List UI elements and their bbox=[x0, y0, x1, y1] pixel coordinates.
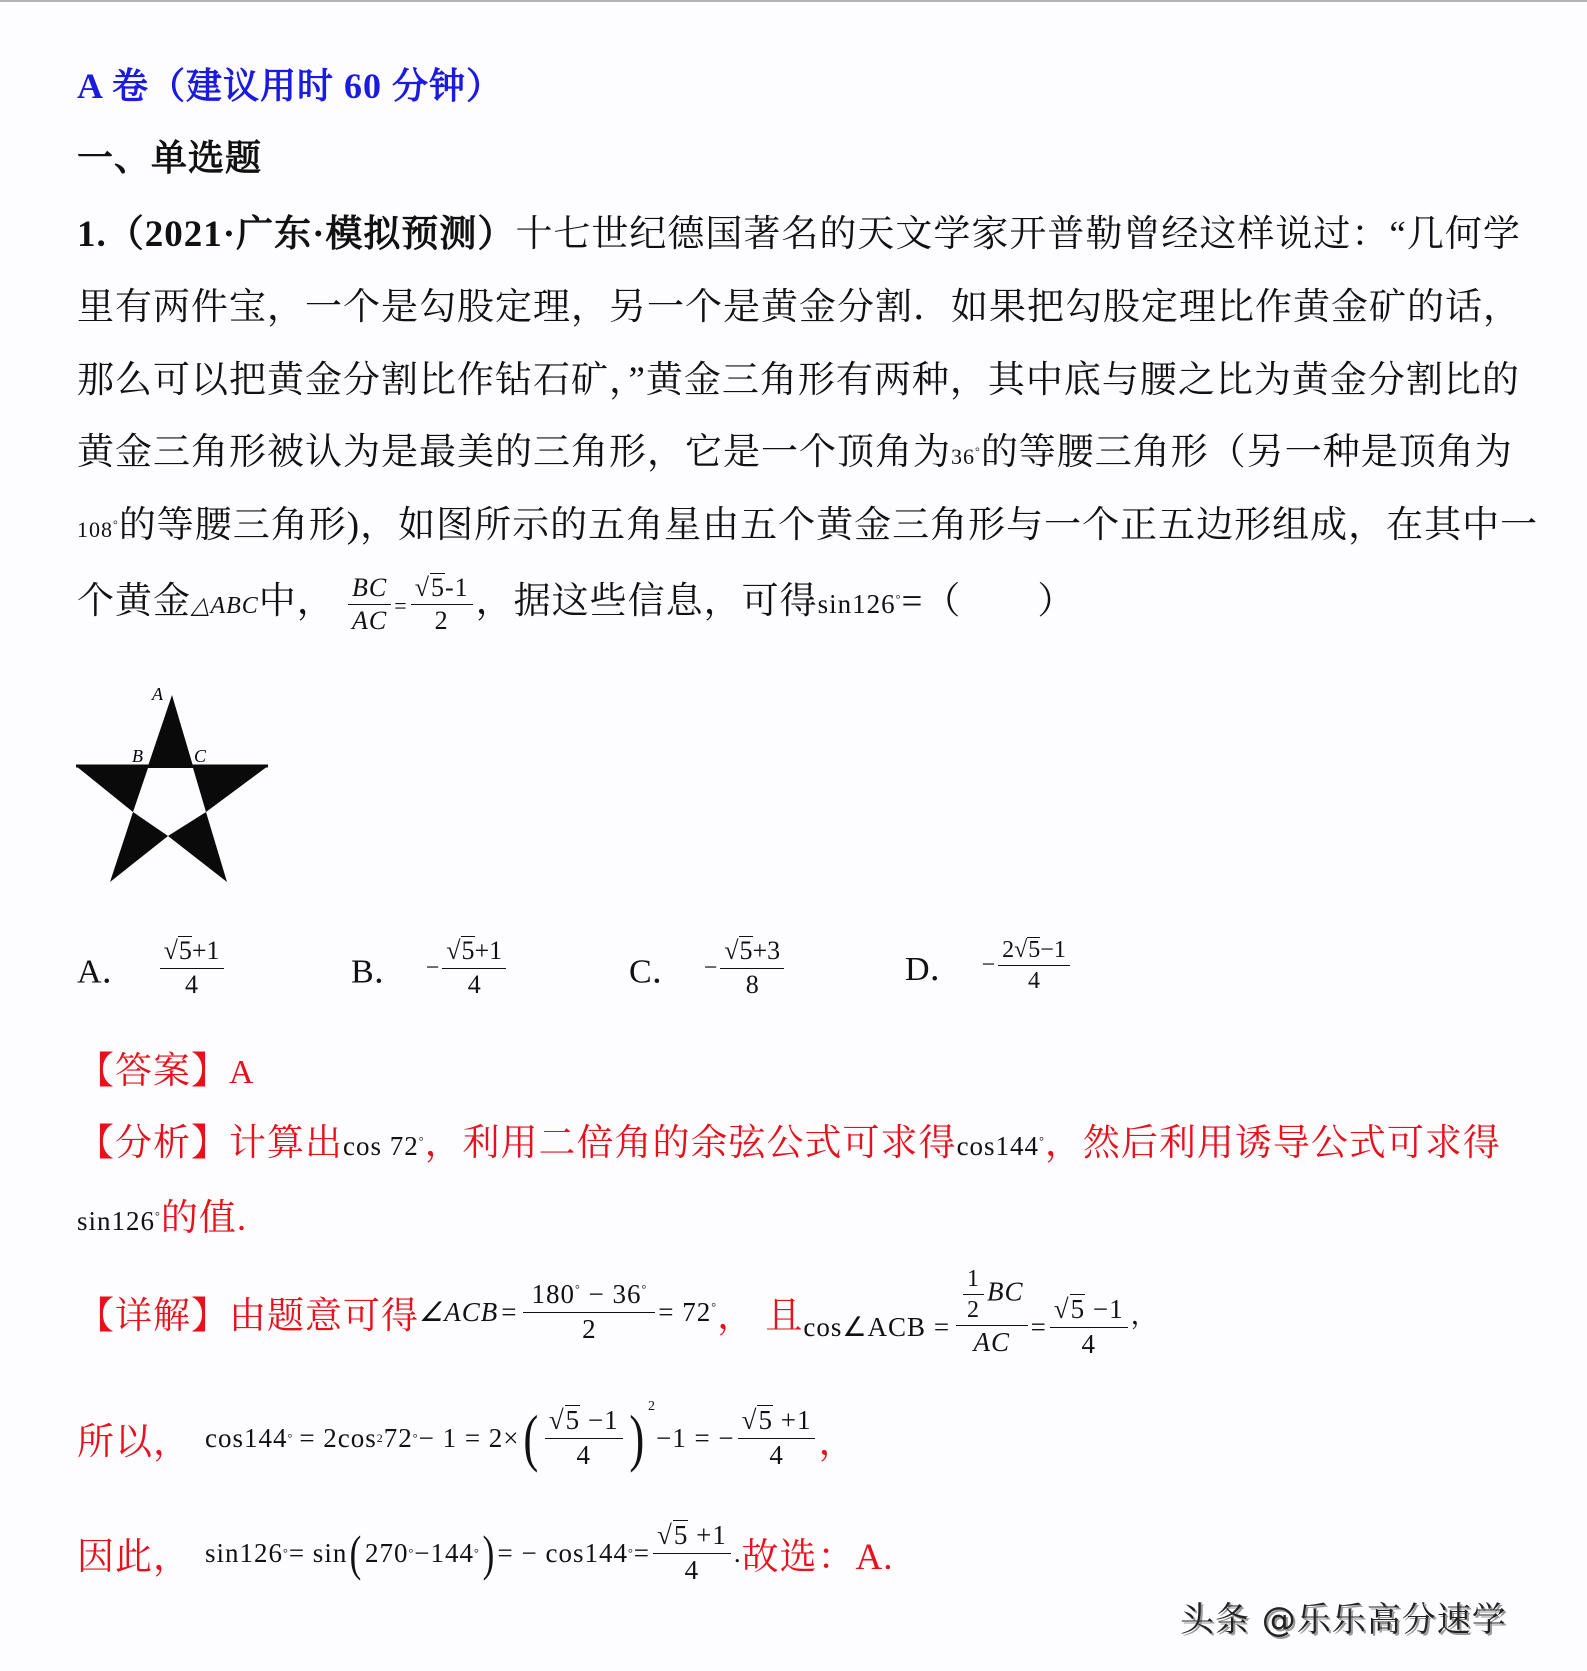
text: 黄金三角形被认为是最美的三角形，它是一个顶角为 bbox=[77, 432, 951, 473]
analysis-line-2 bbox=[77, 1187, 247, 1241]
text: 的等腰三角形)，如图所示的五角星由五个黄金三角形与一个正五边形组成，在其中一 bbox=[118, 505, 1539, 546]
expr: = 72 bbox=[658, 1296, 712, 1327]
denominator: 4 bbox=[576, 1439, 591, 1470]
analysis-line-1 bbox=[77, 1112, 1501, 1166]
detail-line: 【详解】 由题意可得 ∠ACB = $\frac{180^\circ - 36^\circ}{2}$ = 72° ， 且 cos∠ACB = $\frac{1}{2}$ BC AC = $\frac{√5 -1}{4}$ ， bbox=[77, 1262, 1159, 1362]
question-line-2: 里有两件宝，一个是勾股定理，另一个是黄金分割．如果把勾股定理比作黄金矿的话， bbox=[77, 287, 1521, 328]
conclusion-text: 故选：A. bbox=[741, 1537, 894, 1578]
answer-blank: =（ ） bbox=[901, 581, 1076, 622]
target-expression: sin126° bbox=[817, 589, 902, 619]
label-c: C bbox=[194, 746, 207, 766]
radicand: 5 bbox=[673, 1519, 689, 1550]
rest: −1 bbox=[1085, 1293, 1124, 1324]
text: 中， bbox=[258, 581, 335, 622]
option-b[interactable] bbox=[351, 935, 509, 1001]
expr: cos144 bbox=[956, 1131, 1040, 1161]
text: ， bbox=[818, 1422, 857, 1463]
expr: sin126 bbox=[77, 1206, 156, 1236]
expr: cos∠ACB bbox=[803, 1311, 927, 1342]
denominator: AC bbox=[973, 1327, 1011, 1358]
option-b-fraction bbox=[442, 935, 506, 1001]
text: . bbox=[733, 1537, 742, 1568]
step2-label: 所以， bbox=[77, 1422, 191, 1463]
label-b: B bbox=[132, 746, 143, 766]
step3-label: 因此， bbox=[77, 1537, 191, 1578]
exponent: 2 bbox=[647, 1399, 656, 1414]
text: ，利用二倍角的余弦公式可求得 bbox=[424, 1123, 957, 1164]
exponent: 2 bbox=[376, 1430, 384, 1445]
option-d[interactable] bbox=[905, 935, 1073, 996]
radicand: 5 bbox=[565, 1404, 581, 1435]
rest: -1 bbox=[444, 572, 469, 602]
step3-line: 因此， sin126 ° = sin ( 270 ° −144 ° ) = − cos144 ° = $\frac{√5 +1}{4}$ . 故选：A. bbox=[77, 1508, 894, 1598]
option-letter: C． bbox=[629, 953, 686, 991]
question-text: 十七世纪德国著名的天文学家开普勒曾经这样说过：“几何学 bbox=[515, 214, 1521, 255]
text: ，据这些信息，可得 bbox=[475, 581, 818, 622]
watermark: 头条 @乐乐高分速学 bbox=[1180, 1600, 1507, 1640]
angle-36: 36° bbox=[951, 444, 981, 469]
expr: cos144 bbox=[205, 1422, 288, 1453]
radicand: 5 bbox=[1028, 937, 1041, 963]
answer-label: 【答案】 bbox=[77, 1051, 229, 1092]
numerator: √5+3 bbox=[720, 935, 784, 969]
answer-value: A bbox=[229, 1054, 255, 1091]
sign: − bbox=[981, 952, 996, 978]
radicand: 5 bbox=[178, 936, 192, 965]
triangle-abc: △ABC bbox=[191, 593, 259, 619]
expr: sin126 bbox=[205, 1537, 284, 1568]
expr: 72 bbox=[383, 1422, 413, 1453]
ratio-rhs-fraction bbox=[411, 572, 473, 638]
radicand: 5 bbox=[461, 936, 475, 965]
angle-108: 108° bbox=[77, 517, 119, 542]
radicand: 5 bbox=[739, 936, 753, 965]
inner-fraction bbox=[545, 1404, 623, 1473]
part-title: 一、单选题 bbox=[77, 138, 263, 178]
option-c-fraction bbox=[720, 935, 784, 1001]
fraction-180-36 bbox=[523, 1278, 655, 1347]
fraction-half-bc-ac bbox=[956, 1264, 1028, 1360]
numerator: 1 bbox=[963, 1264, 984, 1295]
denominator: 8 bbox=[745, 969, 759, 999]
option-letter: B． bbox=[351, 953, 408, 991]
analysis-label: 【分析】 bbox=[77, 1123, 229, 1164]
options-row bbox=[77, 935, 1177, 1015]
pentagram-figure bbox=[0, 0, 320, 900]
num-b: − 36 bbox=[580, 1278, 642, 1309]
radicand: 5 bbox=[1070, 1293, 1086, 1324]
denominator: 4 bbox=[684, 1554, 700, 1585]
numerator: √5 +1 bbox=[738, 1404, 816, 1439]
coef: 2 bbox=[1002, 937, 1015, 963]
option-letter: D． bbox=[905, 951, 964, 988]
text: 的值. bbox=[160, 1198, 248, 1239]
rest: +1 bbox=[191, 936, 220, 965]
text: ， 且 bbox=[717, 1296, 804, 1337]
denominator: 4 bbox=[185, 969, 199, 999]
step2-line: 所以， cos144 ° = 2cos 2 72 ° − 1 = 2× ( $\frac{√5 -1}{4}$ ) 2 −1 = − $\frac{√5 +1}{4}$ ， bbox=[77, 1399, 857, 1473]
question-source: （2021·广东·模拟预测） bbox=[106, 214, 516, 255]
math-cos72: cos 72° bbox=[343, 1131, 425, 1161]
numerator: 2√5−1 bbox=[998, 935, 1070, 966]
rest: +1 bbox=[688, 1519, 727, 1550]
numerator: √5+1 bbox=[442, 935, 506, 969]
option-a[interactable] bbox=[77, 935, 227, 1001]
label-a: A bbox=[152, 684, 163, 704]
option-c[interactable] bbox=[629, 935, 787, 1001]
denominator: 4 bbox=[1081, 1328, 1096, 1359]
half bbox=[963, 1264, 984, 1325]
ratio-fraction bbox=[348, 572, 391, 638]
sign: − bbox=[425, 954, 440, 981]
rest: −1 bbox=[1040, 937, 1066, 963]
radicand: 5 bbox=[430, 572, 445, 602]
question-line-6: 个黄金△ABC中， $\frac{BC}{AC}$ = $\frac{√5-1}{2}$ ，据这些信息，可得sin126°=（ ） bbox=[77, 570, 1075, 638]
section-title: A 卷（建议用时 60 分钟） bbox=[77, 66, 504, 106]
expr: = − cos144 bbox=[497, 1537, 628, 1568]
text: 个黄金 bbox=[77, 581, 191, 622]
sign: − bbox=[703, 954, 718, 981]
angle-value: 108 bbox=[77, 517, 113, 542]
text: 的等腰三角形（另一种是顶角为 bbox=[980, 432, 1513, 473]
question-number: 1. bbox=[77, 214, 107, 255]
denominator: 4 bbox=[769, 1439, 784, 1470]
expr: = bbox=[633, 1537, 650, 1568]
text: 由题意可得 bbox=[229, 1296, 419, 1337]
question-line-3: 那么可以把黄金分割比作钻石矿，”黄金三角形有两种，其中底与腰之比为黄金分割比的 bbox=[77, 360, 1520, 401]
cos-acb: cos∠ACB = bbox=[803, 1311, 951, 1342]
text: 计算出 bbox=[229, 1123, 343, 1164]
numerator: 180° − 36° bbox=[523, 1278, 655, 1313]
text: ， bbox=[1130, 1299, 1159, 1330]
expr: = 2cos bbox=[299, 1422, 377, 1453]
math-cos144: cos144° bbox=[956, 1131, 1045, 1161]
expr: −1 = − bbox=[655, 1422, 735, 1453]
rest: +1 bbox=[474, 936, 503, 965]
numerator: √5-1 bbox=[411, 572, 473, 606]
result-fraction bbox=[738, 1404, 816, 1473]
numerator bbox=[956, 1264, 1028, 1326]
option-d-fraction bbox=[998, 935, 1070, 996]
denominator: 2 bbox=[434, 606, 449, 636]
fraction-sqrt5-1-4 bbox=[1050, 1293, 1128, 1362]
rest: +3 bbox=[752, 936, 781, 965]
bc: BC bbox=[987, 1276, 1024, 1307]
equals: = bbox=[501, 1296, 518, 1327]
denominator: AC bbox=[352, 606, 388, 636]
num-a: 180 bbox=[531, 1278, 575, 1309]
numerator: √5 −1 bbox=[545, 1404, 623, 1439]
expr: cos 72 bbox=[343, 1131, 419, 1161]
numerator: √5 −1 bbox=[1050, 1293, 1128, 1328]
numerator: √5 +1 bbox=[653, 1519, 731, 1554]
numerator: BC bbox=[348, 572, 391, 606]
angle-acb: ∠ACB bbox=[419, 1296, 499, 1327]
denominator: 2 bbox=[967, 1297, 981, 1324]
result-fraction bbox=[653, 1519, 731, 1588]
option-a-fraction bbox=[160, 935, 224, 1001]
expr: sin126 bbox=[817, 589, 896, 619]
detail-label: 【详解】 bbox=[77, 1296, 229, 1337]
expr: 270 bbox=[364, 1537, 409, 1568]
rest: −1 bbox=[580, 1404, 619, 1435]
text: ，然后利用诱导公式可求得 bbox=[1044, 1123, 1501, 1164]
rest: +1 bbox=[772, 1404, 812, 1435]
numerator: √5+1 bbox=[160, 935, 224, 969]
result-72: = 72° bbox=[658, 1296, 718, 1327]
denominator: 4 bbox=[1027, 968, 1040, 994]
denominator: 2 bbox=[582, 1313, 597, 1344]
denominator: 4 bbox=[467, 969, 481, 999]
option-letter: A． bbox=[77, 953, 136, 991]
angle-value: 36 bbox=[951, 444, 975, 469]
math-sin126: sin126° bbox=[77, 1206, 161, 1236]
expr: = sin bbox=[288, 1537, 348, 1568]
radicand: 5 bbox=[758, 1404, 773, 1435]
expr: −144 bbox=[414, 1537, 475, 1568]
answer-line bbox=[77, 1040, 255, 1094]
expr: − 1 = 2× bbox=[418, 1422, 520, 1453]
